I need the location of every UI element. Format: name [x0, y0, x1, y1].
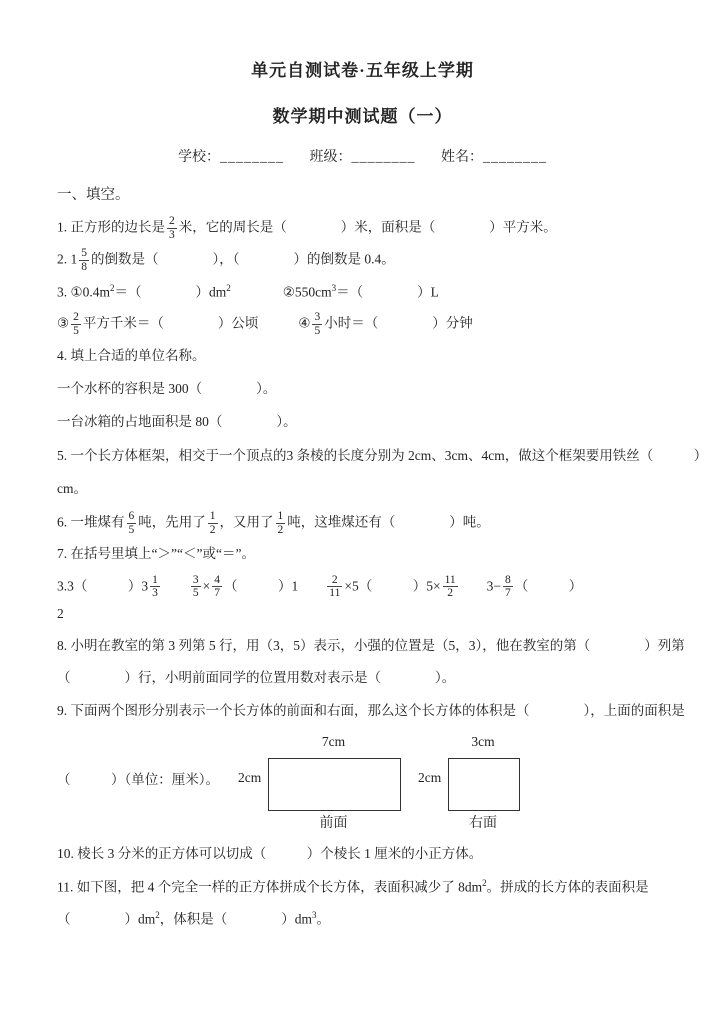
fraction — [312, 311, 322, 337]
fraction-denominator: 8 — [81, 260, 87, 273]
question-3-line-2 — [57, 311, 668, 337]
text-segment: 2. 1 — [57, 251, 78, 267]
question-9-figure — [57, 732, 668, 834]
question-11-line-2 — [57, 907, 668, 932]
fraction-numerator: 6 — [128, 510, 135, 523]
superscript: 3 — [331, 282, 337, 293]
fraction — [71, 311, 81, 337]
text-segment: ＝（ ）L — [336, 284, 439, 300]
fraction-denominator: 5 — [73, 325, 79, 337]
question-4-item-fridge: 一台冰箱的占地面积是 80（ ）。 — [57, 414, 297, 430]
school-blank: ________ — [220, 150, 284, 165]
text-segment: 3− — [486, 578, 502, 594]
class-label: 班级： — [309, 150, 352, 165]
front-face-label: 前面 — [319, 816, 348, 832]
text-segment: （ ）1 — [224, 578, 299, 594]
name-field — [441, 150, 547, 165]
text-segment: （ ） — [514, 578, 583, 594]
text-segment: ＝（ ）dm — [114, 284, 227, 300]
question-8-line-1: 8. 小明在教室的第 3 列第 5 行，用（3，5）表示，小强的位置是（5，3），他在教室的第（ ）列第 — [57, 638, 685, 654]
front-face-height-label: 2cm — [238, 770, 262, 786]
fraction — [191, 574, 201, 600]
school-field — [178, 150, 284, 165]
fraction-denominator: 11 — [329, 587, 341, 600]
text-segment: 吨，这堆煤还有（ ）吨。 — [287, 514, 490, 530]
question-6 — [57, 510, 668, 536]
figure-caption-text: （ ）（单位：厘米）。 — [57, 772, 219, 788]
right-face-label: 右面 — [469, 816, 497, 832]
fraction-denominator: 3 — [152, 587, 158, 600]
fraction-denominator: 2 — [209, 523, 216, 536]
right-face-height-label: 2cm — [418, 770, 442, 786]
fraction — [79, 247, 89, 273]
fraction-denominator: 7 — [505, 587, 511, 600]
fraction-denominator: 5 — [192, 587, 199, 600]
fraction-numerator: 11 — [444, 573, 456, 586]
question-3-line-1 — [57, 280, 668, 305]
name-label: 姓名： — [441, 150, 483, 165]
comparison-item — [325, 574, 459, 600]
text-segment: ×5（ ）5× — [344, 578, 441, 594]
text-segment: 3. ①0.4m — [57, 284, 110, 300]
text-segment: （ ）dm — [57, 911, 156, 927]
fraction-numerator: 8 — [505, 573, 511, 586]
section-heading-fill-blanks: 一、填空。 — [57, 187, 130, 203]
text-segment: 平方千米＝（ ）公顷 — [82, 315, 259, 331]
fraction-numerator: 2 — [73, 311, 79, 324]
superscript: 2 — [226, 282, 231, 293]
doc-subtitle: 数学期中测试题（一） — [272, 107, 453, 126]
comparison-item — [487, 574, 583, 600]
superscript: 2 — [482, 878, 487, 889]
superscript: 3 — [312, 910, 317, 921]
front-face-width-label: 7cm — [321, 734, 346, 750]
comparison-item — [57, 574, 162, 600]
fraction-denominator: 2 — [277, 523, 284, 536]
fraction-numerator: 2 — [169, 215, 175, 227]
question-5-line-1: 5. 一个长方体框架，相交于一个顶点的3 条棱的长度分别为 2cm、3cm、4cm，做这个框架要用铁丝（ ） — [57, 447, 708, 463]
text-segment: ，体积是（ ）dm — [159, 911, 313, 927]
question-7: 7. 在括号里填上“＞”“＜”或“＝”。 — [57, 546, 255, 562]
text-segment: 。 — [316, 911, 331, 927]
fraction-denominator: 7 — [214, 587, 220, 600]
question-9-line-1: 9. 下面两个图形分别表示一个长方体的前面和右面，那么这个长方体的体积是（ ），上面的面积是 — [57, 702, 685, 718]
fraction — [503, 574, 513, 600]
fraction-numerator: 1 — [152, 573, 158, 586]
front-face-rectangle — [268, 758, 401, 811]
fraction — [327, 574, 342, 600]
text-segment: 。拼成的长方体的表面积是 — [486, 879, 649, 895]
text-segment: 11. 如下图，把 4 个完全一样的正方体拼成个长方体，表面积减少了 8dm — [57, 879, 483, 895]
times-sign: × — [202, 578, 211, 594]
question-7-wrapped-operand: 2 — [57, 605, 64, 621]
fraction-numerator: 2 — [331, 573, 338, 586]
fraction-denominator: 5 — [314, 325, 321, 337]
superscript: 2 — [155, 910, 160, 921]
text-segment: 1. 正方形的边长是 — [57, 219, 165, 235]
fraction — [127, 510, 137, 536]
question-2 — [57, 247, 668, 273]
fraction-denominator: 2 — [443, 586, 458, 600]
text-segment: ，又用了 — [219, 514, 274, 530]
question-4: 4. 填上合适的单位名称。 — [57, 347, 206, 363]
doc-title: 单元自测试卷·五年级上学期 — [251, 61, 474, 80]
fraction-numerator: 3 — [192, 573, 199, 586]
question-11-line-1 — [57, 875, 668, 900]
text-segment: 的倒数是（ ），（ ）的倒数是 0.4。 — [91, 251, 395, 267]
text-segment: 吨，先用了 — [138, 514, 206, 530]
fraction — [208, 510, 218, 536]
superscript: 2 — [109, 282, 115, 293]
fraction-numerator: 3 — [314, 311, 321, 324]
fraction — [212, 574, 222, 600]
text-segment: 3.3（ ）3 — [57, 578, 149, 594]
fraction-denominator: 5 — [128, 523, 135, 536]
text-segment: ④ — [298, 315, 311, 331]
student-info-line — [57, 146, 668, 166]
question-8-line-2: （ ）行，小明前面同学的位置用数对表示是（ ）。 — [57, 669, 456, 685]
question-5-line-2: cm。 — [57, 480, 87, 496]
fraction-denominator: 3 — [169, 228, 175, 241]
class-blank: ________ — [351, 150, 416, 165]
fraction — [167, 215, 177, 241]
fraction-numerator: 5 — [81, 247, 87, 260]
question-7-comparison-row — [57, 574, 668, 600]
fraction-numerator: 1 — [277, 510, 284, 523]
text-segment: 小时＝（ ）分钟 — [324, 315, 473, 331]
text-segment: ②550cm — [282, 284, 332, 300]
right-face-rectangle — [448, 758, 520, 811]
fraction — [276, 510, 286, 536]
fraction-numerator: 4 — [214, 573, 220, 586]
text-segment: 6. 一堆煤有 — [57, 514, 125, 530]
class-field — [310, 150, 416, 165]
fraction — [443, 574, 458, 600]
fraction-numerator: 1 — [209, 510, 216, 523]
right-face-width-label: 3cm — [471, 734, 495, 750]
question-4-item-cup: 一个水杯的容积是 300（ ）。 — [57, 380, 277, 396]
question-1 — [57, 215, 668, 241]
text-segment: 米，它的周长是（ ）米，面积是（ ）平方米。 — [178, 219, 557, 235]
text-segment: ③ — [57, 315, 70, 331]
school-label: 学校： — [178, 150, 220, 165]
fraction — [150, 574, 160, 600]
comparison-item — [189, 574, 298, 600]
name-blank: ________ — [483, 150, 547, 165]
question-10: 10. 棱长 3 分米的正方体可以切成（ ）个棱长 1 厘米的小正方体。 — [57, 846, 483, 862]
